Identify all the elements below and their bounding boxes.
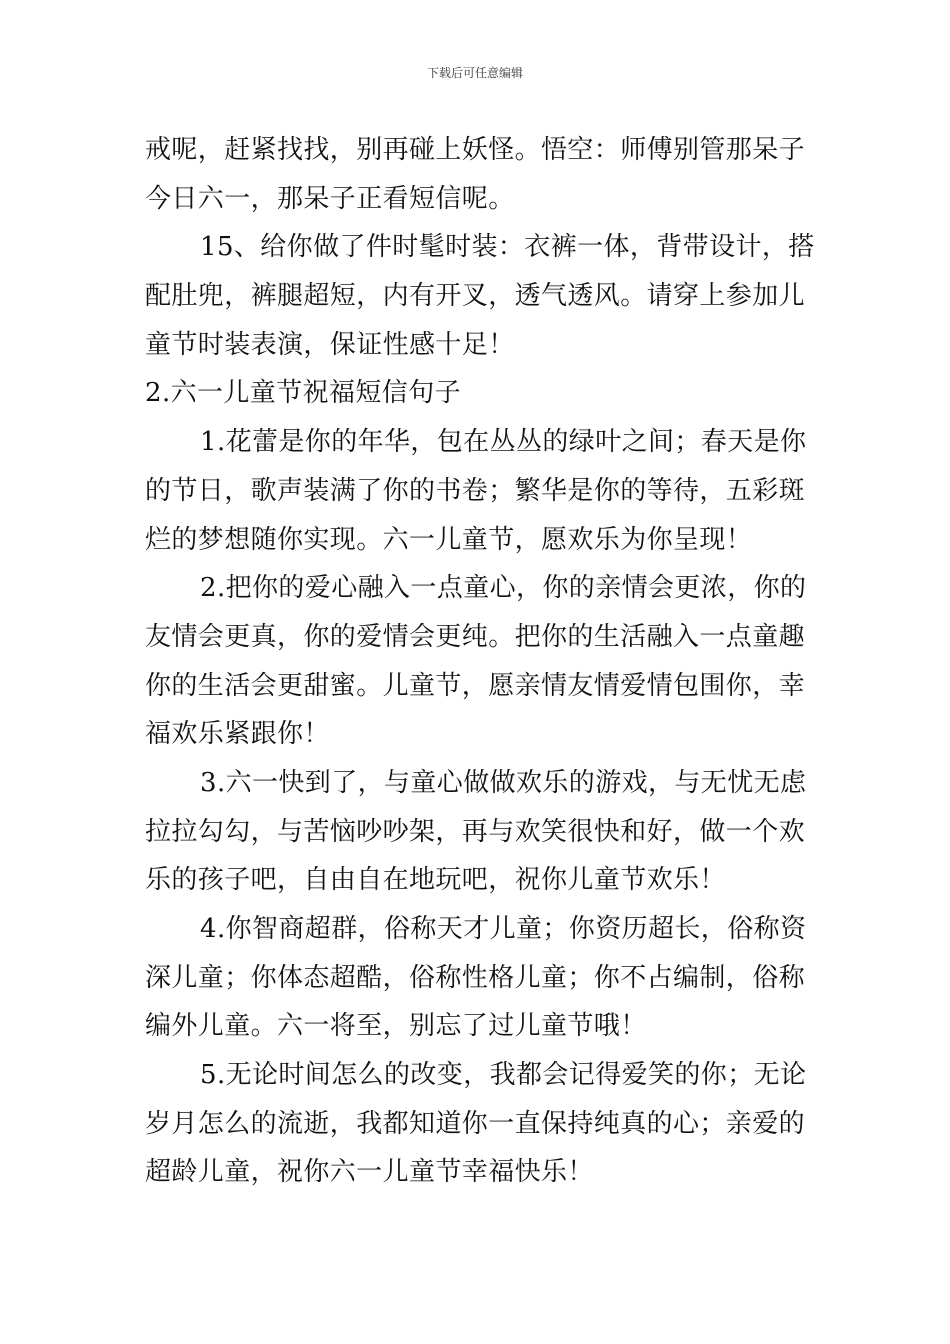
text-line: 拉拉勾勾，与苦恼吵吵架，再与欢笑很快和好，做一个欢: [145, 816, 806, 847]
text-line: 配肚兜，裤腿超短，内有开叉，透气透风。请穿上参加儿: [145, 281, 806, 312]
paragraph: [145, 126, 810, 223]
paragraph: [145, 1051, 810, 1197]
text-line: 3.六一快到了，与童心做做欢乐的游戏，与无忧无虑: [200, 767, 807, 798]
text-line: 2.把你的爱心融入一点童心，你的亲情会更浓，你的: [200, 573, 807, 604]
section-heading: [145, 369, 810, 418]
text-line: 5.无论时间怎么的改变，我都会记得爱笑的你；无论: [200, 1060, 807, 1091]
text-line: 童节时装表演，保证性感十足！: [145, 329, 515, 360]
text-line: 戒呢，赶紧找找，别再碰上妖怪。悟空：师傅别管那呆子: [145, 135, 806, 165]
paragraph: [145, 759, 810, 905]
text-line: 友情会更真，你的爱情会更纯。把你的生活融入一点童趣: [145, 621, 806, 652]
document-body: [145, 126, 815, 1197]
text-line: 的节日，歌声装满了你的书卷；繁华是你的等待，五彩斑: [145, 475, 806, 506]
page-header: 下载后可任意编辑: [426, 66, 523, 80]
text-line: 今日六一，那呆子正看短信呢。: [145, 183, 515, 214]
text-line: 你的生活会更甜蜜。儿童节，愿亲情友情爱情包围你，幸: [145, 670, 806, 701]
text-line: 15、给你做了件时髦时装：衣裤一体，背带设计，搭: [200, 232, 815, 263]
text-line: 烂的梦想随你实现。六一儿童节，愿欢乐为你呈现！: [145, 524, 753, 555]
paragraph: [145, 418, 810, 564]
text-line: 4.你智商超群，俗称天才儿童；你资历超长，俗称资: [200, 914, 807, 944]
text-line: 福欢乐紧跟你！: [145, 719, 330, 750]
paragraph: [145, 223, 815, 369]
text-line: 深儿童；你体态超酷，俗称性格儿童；你不占编制，俗称: [145, 962, 806, 993]
text-line: 1.花蕾是你的年华，包在丛丛的绿叶之间；春天是你: [200, 427, 807, 458]
text-line: 2.六一儿童节祝福短信句子: [145, 378, 462, 409]
text-line: 岁月怎么的流逝，我都知道你一直保持纯真的心；亲爱的: [145, 1108, 806, 1139]
paragraph: [145, 905, 810, 1051]
text-line: 编外儿童。六一将至，别忘了过儿童节哦！: [145, 1011, 647, 1042]
text-line: 乐的孩子吧，自由自在地玩吧，祝你儿童节欢乐！: [145, 865, 726, 896]
text-line: 超龄儿童，祝你六一儿童节幸福快乐！: [145, 1157, 594, 1188]
paragraph: [145, 564, 810, 759]
